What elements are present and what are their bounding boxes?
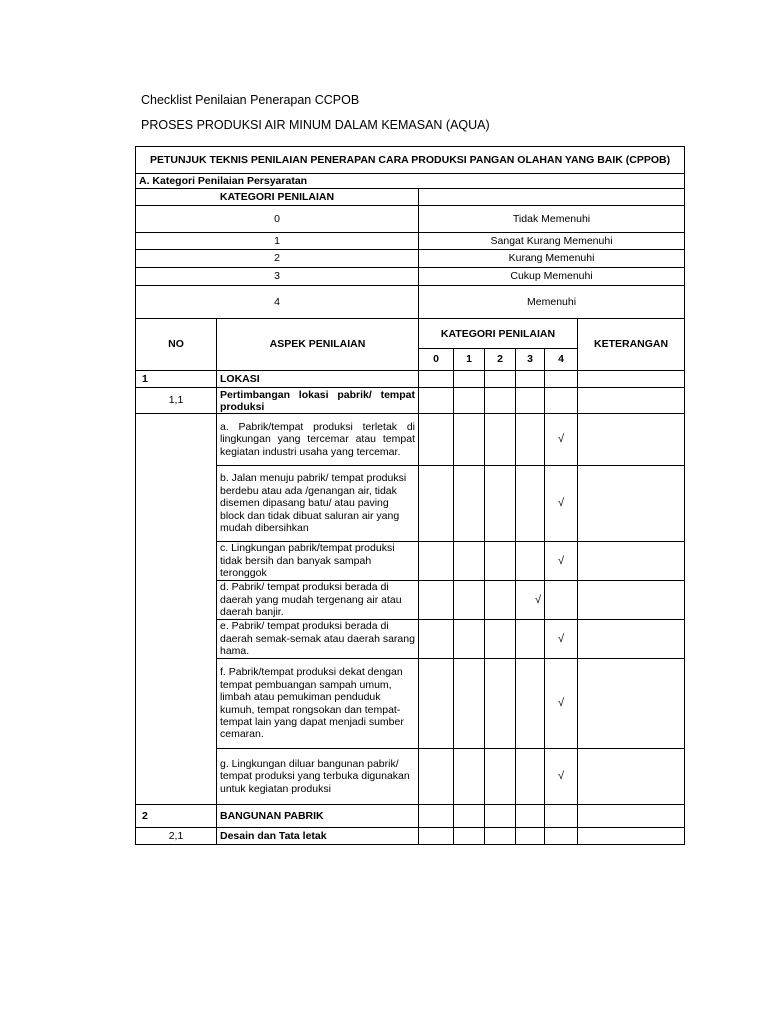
subsection-2-1-no: 2,1 [136,828,217,845]
checklist-item: b. Jalan menuju pabrik/ tempat produksi berdebu atau ada /genangan air, tidak disemen dipasang batu/ atau paving block dan tidak dibuat saluran air yang mudah dibersihkan [217,466,419,542]
section-a-label: A. Kategori Penilaian Persyaratan [136,174,685,189]
category-score: 3 [136,268,419,286]
category-score: 2 [136,250,419,268]
score-col-1: 1 [454,349,485,371]
category-label: Cukup Memenuhi [419,268,685,286]
category-score: 0 [136,206,419,233]
checklist-item: c. Lingkungan pabrik/tempat produksi tidak bersih dan banyak sampah teronggok [217,542,419,581]
document-title: Checklist Penilaian Penerapan CCPOB [141,93,360,107]
section-2-no: 2 [136,805,217,828]
checklist-item: a. Pabrik/tempat produksi terletak di lingkungan yang tercemar atau tempat kegiatan industri usaha yang tercemar. [217,414,419,466]
section-1-no: 1 [136,371,217,388]
check-mark: √ [545,749,578,805]
subsection-1-1-title: Pertimbangan lokasi pabrik/ tempat produksi [217,388,419,414]
subsection-1-1-no: 1,1 [136,388,217,414]
col-header-aspek: ASPEK PENILAIAN [217,319,419,371]
section-2-title: BANGUNAN PABRIK [217,805,419,828]
category-label: Memenuhi [419,286,685,319]
category-label: Kurang Memenuhi [419,250,685,268]
category-label: Sangat Kurang Memenuhi [419,233,685,250]
category-score: 1 [136,233,419,250]
col-header-kategori: KATEGORI PENILAIAN [419,319,578,349]
checklist-item: f. Pabrik/tempat produksi dekat dengan tempat pembuangan sampah umum, limbah atau pemukiman penduduk kumuh, tempat rongsokan dan tempat-tempat lain yang dapat menjadi sumber cemaran. [217,659,419,749]
category-label: Tidak Memenuhi [419,206,685,233]
document-subtitle: PROSES PRODUKSI AIR MINUM DALAM KEMASAN (AQUA) [141,118,490,132]
checklist-item: e. Pabrik/ tempat produksi berada di daerah semak-semak atau daerah sarang hama. [217,620,419,659]
check-mark: √ [545,542,578,581]
category-score: 4 [136,286,419,319]
section-1-title: LOKASI [217,371,419,388]
check-mark: √ [545,414,578,466]
kategori-header: KATEGORI PENILAIAN [136,189,419,206]
subsection-2-1-title: Desain dan Tata letak [217,828,419,845]
check-mark: √ [545,659,578,749]
check-mark: √ [545,466,578,542]
checklist-item: g. Lingkungan diluar bangunan pabrik/ tempat produksi yang terbuka digunakan untuk kegiatan produksi [217,749,419,805]
assessment-table [135,146,685,845]
col-header-no: NO [136,319,217,371]
col-header-keterangan: KETERANGAN [578,319,685,371]
score-col-3: 3 [516,349,545,371]
check-mark: √ [545,620,578,659]
score-col-4: 4 [545,349,578,371]
table-title: PETUNJUK TEKNIS PENILAIAN PENERAPAN CARA PRODUKSI PANGAN OLAHAN YANG BAIK (CPPOB) [136,147,685,174]
checklist-item: d. Pabrik/ tempat produksi berada di daerah yang mudah tergenang air atau daerah banjir. [217,581,419,620]
score-col-0: 0 [419,349,454,371]
check-mark: √ [516,581,545,620]
score-col-2: 2 [485,349,516,371]
